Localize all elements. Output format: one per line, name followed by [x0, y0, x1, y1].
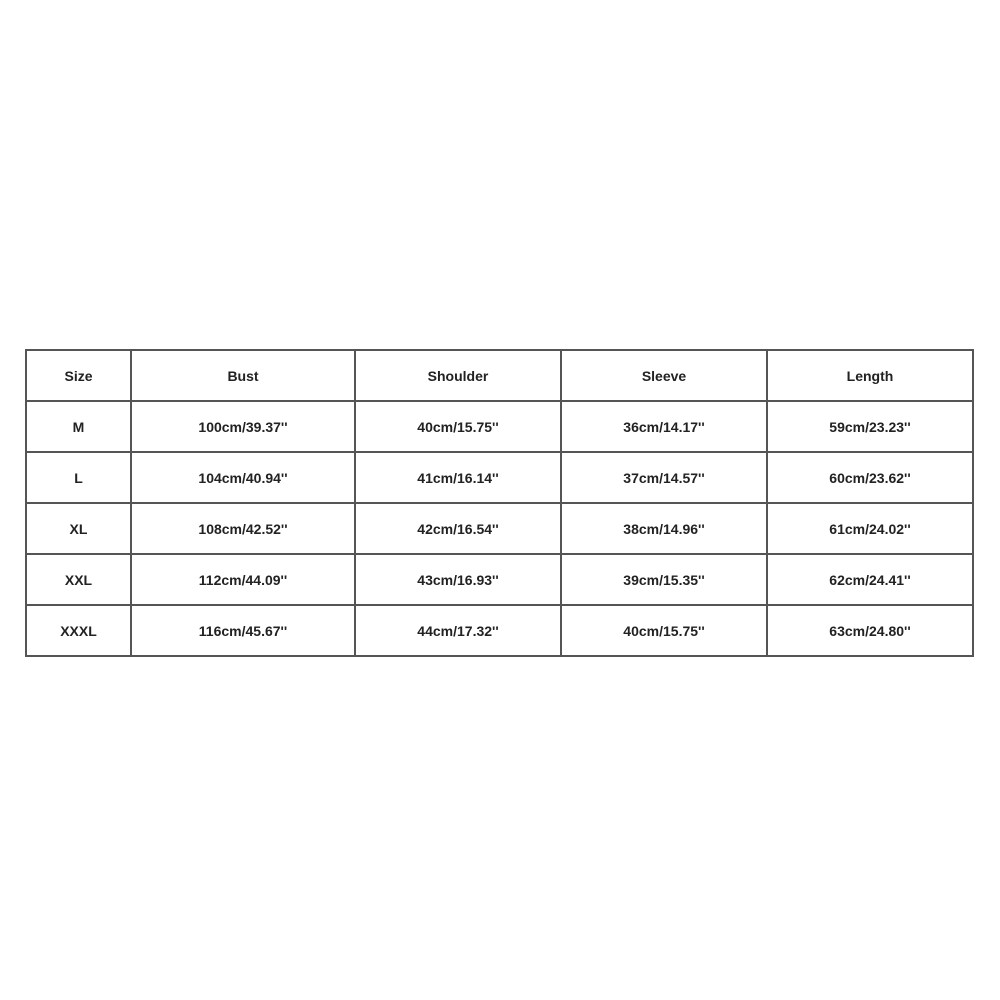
cell-size: XL: [26, 503, 131, 554]
table-row: [26, 605, 973, 656]
cell-size: XXL: [26, 554, 131, 605]
cell-sleeve: 40cm/15.75'': [561, 605, 767, 656]
header-sleeve: Sleeve: [561, 350, 767, 401]
cell-shoulder: 42cm/16.54'': [355, 503, 561, 554]
cell-size: L: [26, 452, 131, 503]
table-row: [26, 401, 973, 452]
cell-length: 59cm/23.23'': [767, 401, 973, 452]
cell-bust: 108cm/42.52'': [131, 503, 355, 554]
cell-length: 61cm/24.02'': [767, 503, 973, 554]
header-shoulder: Shoulder: [355, 350, 561, 401]
header-bust: Bust: [131, 350, 355, 401]
cell-sleeve: 39cm/15.35'': [561, 554, 767, 605]
cell-sleeve: 38cm/14.96'': [561, 503, 767, 554]
cell-length: 60cm/23.62'': [767, 452, 973, 503]
cell-sleeve: 37cm/14.57'': [561, 452, 767, 503]
cell-length: 63cm/24.80'': [767, 605, 973, 656]
table-header-row: [26, 350, 973, 401]
cell-shoulder: 41cm/16.14'': [355, 452, 561, 503]
cell-length: 62cm/24.41'': [767, 554, 973, 605]
cell-shoulder: 44cm/17.32'': [355, 605, 561, 656]
cell-sleeve: 36cm/14.17'': [561, 401, 767, 452]
cell-bust: 100cm/39.37'': [131, 401, 355, 452]
size-chart-table: [25, 349, 974, 657]
cell-shoulder: 43cm/16.93'': [355, 554, 561, 605]
table-row: [26, 554, 973, 605]
cell-size: XXXL: [26, 605, 131, 656]
header-size: Size: [26, 350, 131, 401]
table-row: [26, 503, 973, 554]
cell-bust: 104cm/40.94'': [131, 452, 355, 503]
header-length: Length: [767, 350, 973, 401]
cell-bust: 116cm/45.67'': [131, 605, 355, 656]
cell-shoulder: 40cm/15.75'': [355, 401, 561, 452]
cell-bust: 112cm/44.09'': [131, 554, 355, 605]
cell-size: M: [26, 401, 131, 452]
table-row: [26, 452, 973, 503]
